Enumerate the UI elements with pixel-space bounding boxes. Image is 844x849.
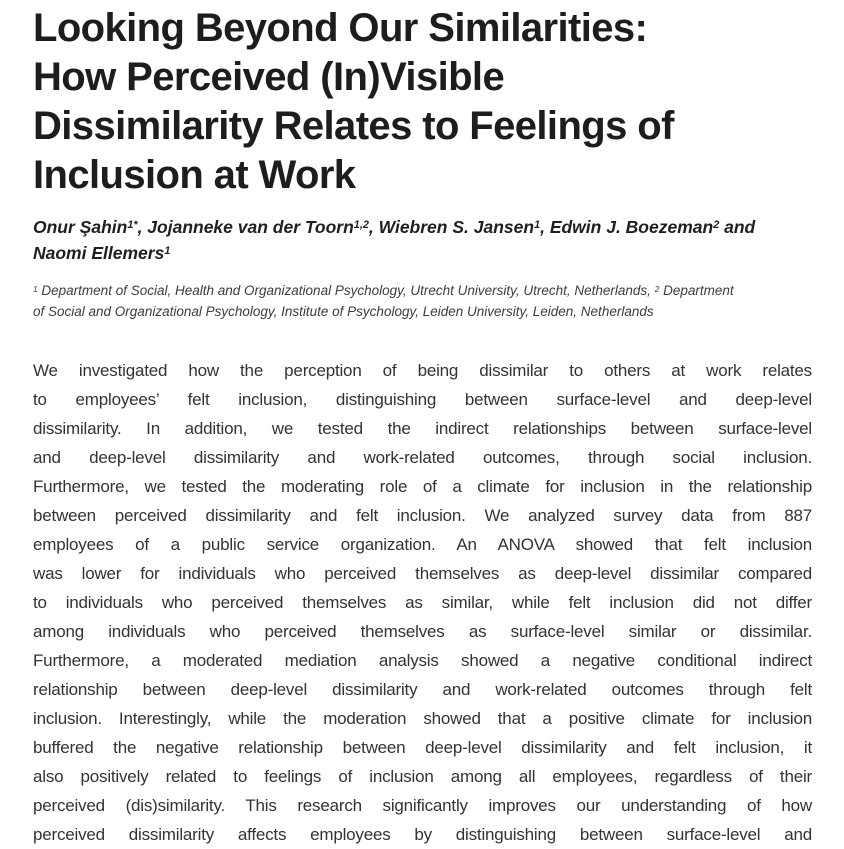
abstract-line: We investigated how the perception of being dissimilar to others at work relates [33, 361, 812, 380]
abstract-line: to employees’ felt inclusion, distinguishing between surface-level and deep-level [33, 390, 812, 409]
superscript: 1* [127, 219, 138, 232]
title-line: Inclusion at Work [33, 153, 356, 197]
affiliation-line [33, 281, 812, 302]
abstract-line: to individuals who perceived themselves as similar, while felt inclusion did not differ [33, 593, 812, 612]
abstract-line: perceived dissimilarity affects employees by distinguishing between surface-level and [33, 825, 812, 844]
superscript: 1,2 [353, 219, 369, 232]
abstract-line: also positively related to feelings of inclusion among all employees, regardless of their [33, 767, 812, 786]
abstract-line: between perceived dissimilarity and felt inclusion. We analyzed survey data from 887 [33, 506, 812, 525]
author-line [33, 214, 812, 240]
abstract-line: Furthermore, a moderated mediation analysis showed a negative conditional indirect [33, 651, 812, 670]
abstract-line: relationship between deep-level dissimilarity and work-related outcomes through felt [33, 680, 812, 699]
author-byline [33, 214, 812, 266]
affiliation-line [33, 302, 812, 323]
superscript: 2 [713, 219, 720, 232]
superscript: 1 [534, 219, 541, 232]
affiliations [33, 281, 812, 322]
title-line: Looking Beyond Our Similarities: [33, 6, 648, 50]
text-run: , Wiebren S. Jansen [368, 217, 535, 237]
abstract-line: employees of a public service organization. An ANOVA showed that felt inclusion [33, 535, 812, 554]
text-run: and [719, 217, 756, 237]
author-line [33, 240, 812, 266]
abstract-line: perceived (dis)similarity. This research significantly improves our understanding of how [33, 796, 812, 815]
title-line: Dissimilarity Relates to Feelings of [33, 104, 674, 148]
superscript: 2 [654, 283, 660, 294]
paper-title [33, 4, 812, 200]
text-run: Department of Social, Health and Organizational Psychology, Utrecht University, Utrecht, Netherlands, [37, 283, 655, 298]
abstract-line: Furthermore, we tested the moderating role of a climate for inclusion in the relationship [33, 477, 812, 496]
abstract-line: buffered the negative relationship between deep-level dissimilarity and felt inclusion, it [33, 738, 812, 757]
text-run: , Jojanneke van der Toorn [137, 217, 354, 237]
title-line: How Perceived (In)Visible [33, 55, 505, 99]
abstract-line: dissimilarity. In addition, we tested the indirect relationships between surface-level [33, 419, 812, 438]
text-run: Department [659, 283, 734, 298]
abstract-line: inclusion. Interestingly, while the moderation showed that a positive climate for inclusion [33, 709, 812, 728]
text-run: Naomi Ellemers [33, 243, 165, 263]
abstract-line: was lower for individuals who perceived themselves as deep-level dissimilar compared [33, 564, 812, 583]
abstract-line: and deep-level dissimilarity and work-related outcomes, through social inclusion. [33, 448, 812, 467]
superscript: 1 [164, 245, 171, 258]
abstract-text [33, 356, 812, 849]
text-run: , Edwin J. Boezeman [540, 217, 714, 237]
text-run: Onur Şahin [33, 217, 128, 237]
superscript: 1 [33, 283, 38, 294]
abstract-line: among individuals who perceived themselves as surface-level similar or dissimilar. [33, 622, 812, 641]
text-run: of Social and Organizational Psychology, Institute of Psychology, Leiden University, Leiden, Netherlands [33, 303, 654, 319]
